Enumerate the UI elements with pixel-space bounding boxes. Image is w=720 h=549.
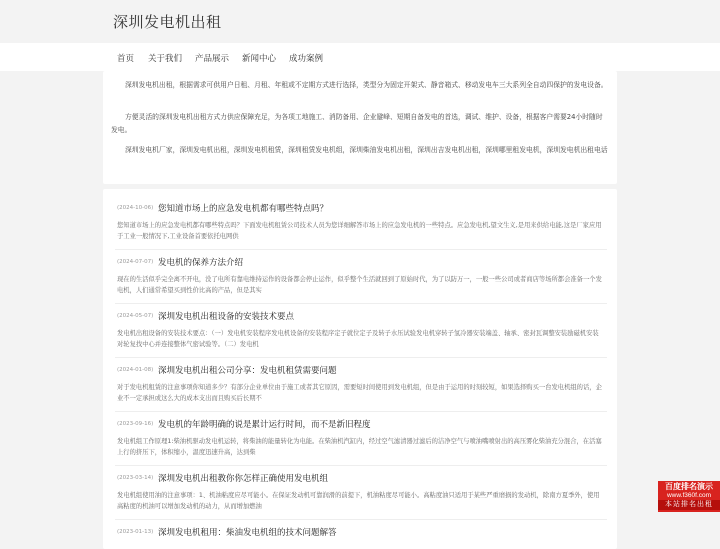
header	[0, 0, 720, 43]
divider	[115, 519, 607, 520]
badge-title: 百度排名演示	[665, 482, 713, 491]
article-date: (2023-09-16)	[117, 421, 154, 427]
article-title-link[interactable]: 深圳发电机出租教你你怎样正确使用发电机组	[158, 474, 329, 484]
article-title-link[interactable]: 深圳发电机出租公司分享：发电机租赁需要问题	[158, 366, 337, 376]
intro-paragraph: 深圳发电机厂家，深圳发电机出租，深圳发电机租赁，深圳租赁发电机组，深圳柴油发电机出租，深圳出吉发电机出租，深圳哪里租发电机，深圳发电机出租电话	[125, 146, 608, 154]
article-date: (2024-10-06)	[117, 205, 154, 211]
divider	[115, 303, 607, 304]
article-date: (2023-03-14)	[117, 475, 154, 481]
main-nav	[0, 43, 720, 71]
article-summary: 对于发电机租赁的注意事项你知道多少？有部分企业单位由于施工或者其它原因，需要短时间使用到发电机组，但是由于运用的时刻较短，如果选择购买一台发电机组的话，企业不一定承担或这么大的成本支出而且购买后长期不	[117, 384, 602, 402]
intro-paragraph: 深圳发电机出租，根据需求可供用户日租、月租、年租或不定期方式进行选择，类型分为固定开架式、静音箱式、移动发电车三大系列全自动四保护的发电设备。	[125, 81, 608, 89]
article-title-link[interactable]: 深圳发电机租用：柴油发电机组的技术问题解答	[158, 528, 337, 538]
article-title-link[interactable]: 发电机的保养方法介绍	[158, 258, 244, 268]
article-date: (2024-01-08)	[117, 367, 154, 373]
divider	[115, 411, 607, 412]
site-title[interactable]: 深圳发电机出租	[113, 13, 222, 31]
ranking-ad-badge[interactable]	[658, 481, 720, 512]
divider	[115, 249, 607, 250]
intro-section	[103, 71, 617, 184]
article-title-link[interactable]: 您知道市场上的应急发电机都有哪些特点吗？	[158, 204, 329, 214]
divider	[115, 357, 607, 358]
article-summary: 现在的生活似乎完全离不开电，没了电所有靠电维持运作的设备都会停止运作，似乎整个生活就回到了原始时代，为了以防万一，一般一些公司或者商店等场所都会准备一个发电机，人们通常希望买到性价比高的产品，但是其实	[117, 276, 602, 294]
nav-item-news[interactable]: 新闻中心	[242, 54, 277, 64]
article-summary: 发电机出租设备的安装技术要点：（一）发电机安装程序发电机设备的安装程序定子就位定子及转子水压试验发电机穿转子氢冷器安装端盖、轴承、密封瓦调整安装励磁机安装对轮复找中心并连接整体气密试验等。（二）发电机	[117, 330, 599, 348]
badge-subtitle: 本站排名出租	[658, 500, 720, 510]
article-summary: 您知道市场上的应急发电机都有哪些特点吗？下面发电机租赁公司技术人员为您详细解答市场上的应急发电机的一些特点。应急发电机,望文生义,是用来供给电能,这是厂家应用于工业一般情况下,工业设备首要依托电网供	[117, 222, 602, 240]
article-title-link[interactable]: 深圳发电机出租设备的安装技术要点	[158, 312, 295, 322]
badge-url: www.f360f.com	[666, 492, 712, 499]
divider	[115, 465, 607, 466]
article-date: (2023-01-13)	[117, 529, 154, 535]
article-summary: 发电机组使用油的注意事项：1、机油粘度应尽可能小。在保证发动机可靠润滑的前提下，机油粘度尽可能小。高粘度油只适用于某些严重磨损的发动机，除南方夏季外，使用高粘度的机油可以增加发动机的动力，从而增加燃油	[117, 492, 600, 510]
nav-item-home[interactable]: 首页	[117, 54, 135, 64]
intro-paragraph: 方便灵活的深圳发电机出租方式力供应保障充足，为各项工地施工、消防备用、企业避峰、短期自备发电的首选，调试、维护、设备，根据客户需要24小时随时发电。	[111, 113, 603, 134]
article-title-link[interactable]: 发电机的年龄明确的说是累计运行时间，而不是新旧程度	[158, 420, 371, 430]
article-summary: 发电机组工作原理1:柴油机驱动发电机运转，将柴油的能量转化为电能。在柴油机汽缸内，经过空气滤清器过滤后的洁净空气与喷油嘴喷射出的高压雾化柴油充分混合，在活塞上行的挤压下，体积缩小，温度迅速升高，达到柴	[117, 438, 602, 456]
nav-item-cases[interactable]: 成功案例	[289, 54, 324, 64]
article-date: (2024-05-07)	[117, 313, 154, 319]
nav-item-about[interactable]: 关于我们	[148, 54, 183, 64]
news-list	[103, 189, 617, 549]
nav-item-products[interactable]: 产品展示	[195, 54, 230, 64]
article-date: (2024-07-07)	[117, 259, 154, 265]
